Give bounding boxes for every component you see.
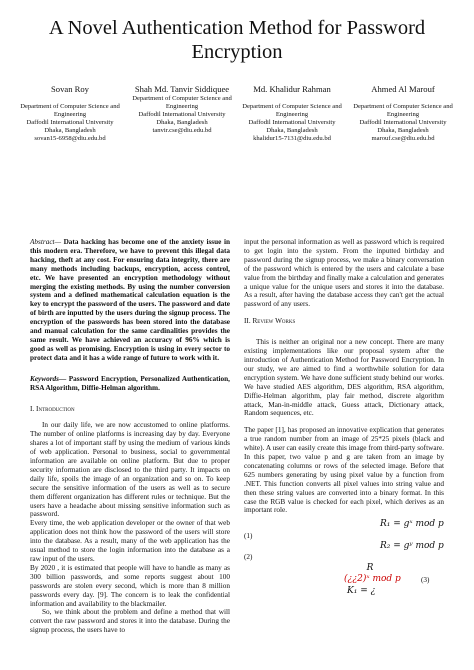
author-email: marouf.cse@diu.edu.bd: [371, 134, 435, 142]
paper-title: A Novel Authentication Method for Password Encryption: [48, 17, 426, 63]
author-block-2: [130, 84, 234, 135]
author-department: Department of Computer Science and Engineering: [132, 94, 232, 110]
author-name: Md. Khalidur Rahman: [253, 84, 331, 94]
author-university: Daffodil International University: [359, 118, 447, 126]
equation-3-key-text: K₁ = ¿: [347, 586, 376, 596]
equation-1-number: (1): [244, 532, 253, 540]
intro-paragraph-3: By 2020 , it is estimated that people will have to handle as many as 300 billion passwords, and some reports suggest about 100 passwords are stolen every second, which is more than 8 million passwords every day. [9]. The concern is to leak the confidential information and availability to the blackmailer.: [30, 563, 230, 608]
equation-1: R₁ = gˣ mod p: [380, 519, 444, 529]
author-university: Daffodil International University: [26, 118, 114, 126]
author-city: Dhaka, Bangladesh: [44, 126, 96, 134]
intro-paragraph-4: So, we think about the problem and define a method that will convert the raw password and stores it into the database. During the signup process, the users have to: [30, 608, 230, 635]
equation-2-number: (2): [244, 553, 253, 561]
author-block-4: [351, 84, 455, 143]
author-city: Dhaka, Bangladesh: [377, 126, 429, 134]
review-paragraph-1: This is neither an original nor a new concept. There are many existing implementations like our proposal system after the introduction of Authentication Method for Password Encryption. In our study, we are aimed to find a worthwhile solution for data encryption system. We have done sufficient study behind our works. We have studied AES algorithm, DES algorithm, RSA algorithm, Diffie-Helman algorithm, play fair method, discrete algorithm attack, Man-in-middle attack, Guess attack, Dictionary attack, Random sequences, etc.: [244, 338, 444, 418]
section-heading-introduction: I. Introduction: [30, 404, 75, 413]
author-block-1: [18, 84, 122, 143]
author-name: Shah Md. Tanvir Siddiquee: [134, 84, 230, 94]
author-block-3: [240, 84, 344, 143]
intro-paragraph-2: Every time, the web application developer or the owner of that web application does not think how the password of the users will store into the database. As a result, many of the web application has the usual method to store the login information into the database as a raw input of the users.: [30, 519, 230, 563]
equation-3-body: [344, 574, 401, 584]
author-department: Department of Computer Science and Engineering: [242, 102, 342, 118]
keywords-text: Password Encryption, Personalized Authentication, RSA Algorithm, Diffie-Helman algorithm.: [30, 374, 230, 392]
left-column: [30, 238, 230, 635]
equation-3-expression: (¿¿2)ˣ mod p: [344, 574, 401, 584]
author-department: Department of Computer Science and Engineering: [20, 102, 120, 118]
abstract-text: Data hacking has become one of the anxiety issue in this modern era. Therefore, we have to prevent this illegal data hacking, theft at any cost. For ensuring data integrity, there are many methods including backups, encryption, access control, etc. We have presented an encryption methodology without merging the existing methods. By using the number conversion system and a defined mathematical calculation equation is the key to encrypt the password of the users. The password and date of birth are inputted by the users during the signup process. The encryption of the passwords has been stored into the database and manual calculation for the same cardinalities provides the same result. We have achieved an accuracy of 96% which is good as well as promising. Encryption is using in every sector to protect data and it has a wide range of future to work with it.: [30, 238, 230, 362]
author-university: Daffodil International University: [248, 118, 336, 126]
abstract: [30, 238, 230, 363]
abstract-label: Abstract—: [30, 238, 62, 246]
equation-2: R₂ = gʸ mod p: [380, 541, 444, 551]
author-email: khalidur15-7131@diu.edu.bd: [253, 134, 331, 142]
keywords-label: Keywords—: [30, 374, 67, 383]
intro-paragraph-continued: input the personal information as well as password which is required to get login into the system. From the inputted birthday and password during the signup process, we make a binary conversation of the password which is entered by the users and calculate a base value from the birthday and finally make a calculation and generates a unique value for the unique users and stores it into the database. As a result, after having the database access they can't get the actual password of any users.: [244, 238, 444, 309]
author-city: Dhaka, Bangladesh: [266, 126, 318, 134]
right-column: [244, 238, 444, 515]
author-email: tanvir.cse@diu.edu.bd: [152, 126, 212, 134]
keywords: [30, 375, 230, 393]
equation-3-numerator: R: [366, 563, 374, 573]
equation-3-number: (3): [421, 576, 430, 584]
author-city: Dhaka, Bangladesh: [156, 118, 208, 126]
review-paragraph-2: The paper [1], has proposed an innovative explication that generates a true random number from an image of 25*25 pixels (black and white). A user can easily create this image from third-party software. In this paper, two value p and g are taken from an image by concatenating columns or rows of the selected image. Before that 625 numbers generating by using pixel value by a function from .NET. This function converts all pixel values into string value and then these string values are converted into a binary format. In this case the RGB value is checked for each pixel, which derives as an important role.: [244, 426, 444, 515]
author-university: Daffodil International University: [138, 110, 226, 118]
author-department: Department of Computer Science and Engineering: [353, 102, 453, 118]
section-heading-review-works: II. Review Works: [244, 317, 296, 326]
author-name: Ahmed Al Marouf: [371, 84, 435, 94]
intro-paragraph-1: In our daily life, we are now accustomed to online platforms. The number of online platforms is increasing day by day. Everyone shares a lot of important staff by using the medium of various kinds of web application. Personal to business, social to governmental information are available on online platform. But due to proper security information are disclosed to the third party. It impacts on daily life, spoils the image of an organization and so on. To keep secure the sensitive information of the users as well as to secure them different organization has different rules or technique. But the users have a headache about missing sensitive information such as password.: [30, 421, 230, 519]
equation-3-key: [347, 586, 375, 596]
author-name: Sovan Roy: [51, 84, 89, 94]
author-email: sovan15-6958@diu.edu.bd: [34, 134, 106, 142]
